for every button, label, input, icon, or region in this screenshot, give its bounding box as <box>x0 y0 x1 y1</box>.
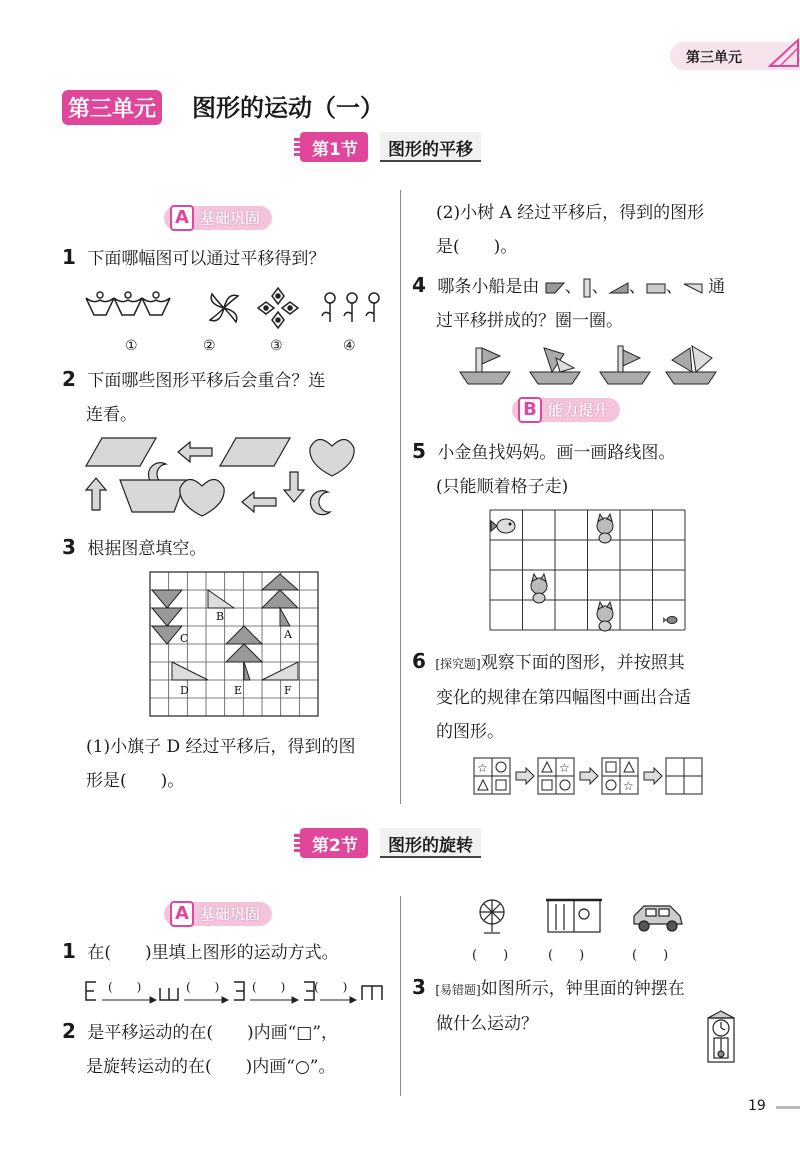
column-divider <box>400 190 401 804</box>
sub-question-text: (1)小旗子 D 经过平移后，得到的图 <box>86 737 356 757</box>
moon-shape <box>310 491 330 515</box>
question-text: 哪条小船是由 <box>437 277 540 297</box>
question-number: 2 <box>62 1019 76 1043</box>
tree-shape <box>226 644 262 662</box>
question-text: (只能顺着格子走) <box>436 477 569 497</box>
grid-label-d: D <box>180 684 189 697</box>
tangram-piece-icon <box>545 281 565 295</box>
flag-shape <box>262 662 298 680</box>
unit-tab <box>670 42 800 70</box>
level-b-badge <box>512 398 620 422</box>
question-text: 在( )里填上图形的运动方式。 <box>87 943 339 963</box>
small-fish-icon <box>663 617 677 624</box>
level-letter: A <box>170 901 194 927</box>
car-icon <box>634 906 682 931</box>
question-text: 是旋转运动的在( )内画“○”。 <box>86 1057 336 1077</box>
arrow-down-shape <box>284 472 304 502</box>
question-tag: [易错题] <box>435 983 481 997</box>
boat-option-3[interactable] <box>600 346 650 384</box>
separator: 、 <box>564 277 582 297</box>
question-text: 过平移拼成的？圈一圈。 <box>436 311 623 331</box>
question-1 <box>62 240 325 276</box>
q3-sub-1 <box>86 730 396 798</box>
question-number: 1 <box>62 245 76 269</box>
tree-shape <box>262 590 298 608</box>
tangram-piece-icon <box>646 281 666 295</box>
question-text: 通 <box>708 277 726 297</box>
diamond-flower-icon <box>258 288 298 328</box>
question-6 <box>412 644 752 749</box>
option-label-3: ③ <box>270 338 283 354</box>
arrow-right-icon <box>580 768 598 784</box>
level-letter: B <box>518 397 542 423</box>
fan-icon <box>480 900 504 933</box>
tree-shape <box>152 626 182 644</box>
q5-grid <box>490 510 688 636</box>
unit-title: 图形的运动（一） <box>192 94 384 122</box>
letter-m-shape <box>160 988 178 1000</box>
level-a-badge <box>164 206 272 230</box>
s2-q2-pictures <box>476 896 686 936</box>
triangle-ruler-icon <box>768 38 800 68</box>
question-text: 下面哪些图形平移后会重合？连 <box>87 371 326 391</box>
cat-icon <box>597 514 613 543</box>
answer-blank[interactable]: ( ) <box>186 980 220 994</box>
letter-e-shape <box>86 982 96 1000</box>
s2-q1-sequence <box>84 976 384 1006</box>
level-text: 能力提升 <box>548 401 609 419</box>
page-number-rule <box>776 1106 800 1109</box>
separator: 、 <box>628 277 646 297</box>
tangram-piece-icon <box>609 281 629 295</box>
answer-blank[interactable]: ( ) <box>472 948 509 963</box>
question-3 <box>62 530 206 566</box>
letter-e-mirror-shape <box>304 982 314 1000</box>
svg-text:☆: ☆ <box>477 761 488 775</box>
grid-label-c: C <box>180 632 189 645</box>
tree-shape <box>262 574 298 590</box>
page-number: 19 <box>748 1098 766 1114</box>
q3-grid <box>150 572 320 718</box>
question-number: 4 <box>412 273 426 297</box>
level-text: 基础巩固 <box>200 209 261 227</box>
sliding-door-icon <box>546 900 602 932</box>
unit-tab-label: 第三单元 <box>686 50 742 66</box>
flag-shape <box>172 662 208 680</box>
question-text: 下面哪幅图可以通过平移得到？ <box>87 249 326 269</box>
tree-shape <box>226 626 262 644</box>
pinwheel-icon <box>210 294 238 322</box>
question-tag: [探究题] <box>435 657 481 671</box>
cat-icon <box>597 602 613 631</box>
separator: 、 <box>665 277 683 297</box>
letter-e-mirror-shape <box>234 982 244 1000</box>
heart-shape <box>310 439 354 476</box>
grid-label-f: F <box>284 684 292 697</box>
section-header-1 <box>300 132 510 162</box>
question-number: 3 <box>62 535 76 559</box>
pattern-box-2 <box>538 758 574 794</box>
question-number: 2 <box>62 367 76 391</box>
answer-blank[interactable]: ( ) <box>108 980 142 994</box>
question-text: 根据图意填空。 <box>87 539 207 559</box>
level-letter: A <box>170 205 194 231</box>
sub-question-text: (2)小树 A 经过平移后，得到的图形 <box>436 203 705 223</box>
answer-blank[interactable]: ( ) <box>632 948 669 963</box>
question-text: 如图所示，钟里面的钟摆在 <box>480 979 685 999</box>
clock-icon <box>704 1010 738 1064</box>
unit-badge: 第三单元 <box>62 90 162 125</box>
question-text: 是平移运动的在( )内画“□”， <box>87 1023 339 1043</box>
arrow-left-shape <box>178 442 212 462</box>
grid-label-b: B <box>216 610 225 623</box>
tangram-piece-icon <box>683 281 703 295</box>
pattern-box-3 <box>602 758 638 794</box>
answer-blank[interactable]: ( ) <box>314 980 348 994</box>
parallelogram-shape <box>86 438 156 466</box>
level-a-badge <box>164 902 272 926</box>
arrow-up-shape <box>86 478 106 510</box>
question-number: 1 <box>62 939 76 963</box>
section-number: 第2节 <box>300 828 368 858</box>
cat-icon <box>531 574 547 603</box>
pattern-box-answer[interactable] <box>666 758 702 794</box>
question-4 <box>412 268 752 338</box>
svg-text:☆: ☆ <box>559 761 570 775</box>
option-label-2: ② <box>203 338 216 354</box>
section-name: 图形的旋转 <box>380 828 481 858</box>
section-number: 第1节 <box>300 132 368 162</box>
arrow-right-icon <box>516 768 534 784</box>
question-number: 3 <box>412 975 426 999</box>
question-text: 的图形。 <box>436 722 504 742</box>
goldfish-icon <box>491 519 515 533</box>
trapezoid-shape <box>120 480 186 512</box>
answer-blank[interactable]: ( ) <box>548 948 585 963</box>
section-name: 图形的平移 <box>380 132 481 162</box>
flag-shape <box>208 590 234 608</box>
heart-shape <box>180 479 224 516</box>
arrow-right-icon <box>644 768 662 784</box>
grid-label-a: A <box>284 628 292 641</box>
answer-blank[interactable]: ( ) <box>252 980 286 994</box>
svg-text:☆: ☆ <box>623 779 634 793</box>
q3-sub-2 <box>436 196 776 264</box>
s2-question-3 <box>412 970 752 1041</box>
separator: 、 <box>591 277 609 297</box>
boat-option-4[interactable] <box>666 346 716 384</box>
column-divider <box>400 896 401 1096</box>
tree-shape <box>152 608 182 626</box>
boat-option-2[interactable] <box>530 348 580 384</box>
level-text: 基础巩固 <box>200 905 261 923</box>
question-2 <box>62 362 392 432</box>
tree-trunk-shape <box>280 608 290 626</box>
q4-boats <box>460 344 720 388</box>
parallelogram-shape <box>220 438 290 466</box>
sub-question-text: 是( )。 <box>436 237 518 257</box>
grid-label-e: E <box>234 684 243 697</box>
question-text: 小金鱼找妈妈。画一画路线图。 <box>437 443 676 463</box>
q1-figures <box>84 290 384 330</box>
pattern-box-1 <box>474 758 510 794</box>
question-number: 6 <box>412 649 426 673</box>
arrow-left-shape <box>242 492 276 512</box>
section-header-2 <box>300 828 510 858</box>
tree-trunk-shape <box>244 662 250 680</box>
flower-row-icon <box>322 293 379 322</box>
crown-pattern-icon <box>86 292 170 315</box>
s2-question-1 <box>62 934 392 970</box>
s2-question-2 <box>62 1014 397 1084</box>
letter-m-flip-shape <box>362 986 382 1000</box>
question-text: 观察下面的图形，并按照其 <box>480 653 685 673</box>
option-label-1: ① <box>125 338 138 354</box>
sub-question-text: 形是( )。 <box>86 771 185 791</box>
question-text: 做什么运动？ <box>436 1014 538 1034</box>
boat-option-1[interactable] <box>460 348 510 384</box>
question-number: 5 <box>412 439 426 463</box>
q6-sequence <box>474 756 730 796</box>
option-label-4: ④ <box>343 338 356 354</box>
question-5 <box>412 434 752 504</box>
tree-shape <box>152 590 182 608</box>
question-text: 变化的规律在第四幅图中画出合适 <box>436 688 691 708</box>
q2-shapes <box>84 436 364 520</box>
question-text: 连看。 <box>86 405 137 425</box>
tangram-piece-icon <box>582 278 592 298</box>
